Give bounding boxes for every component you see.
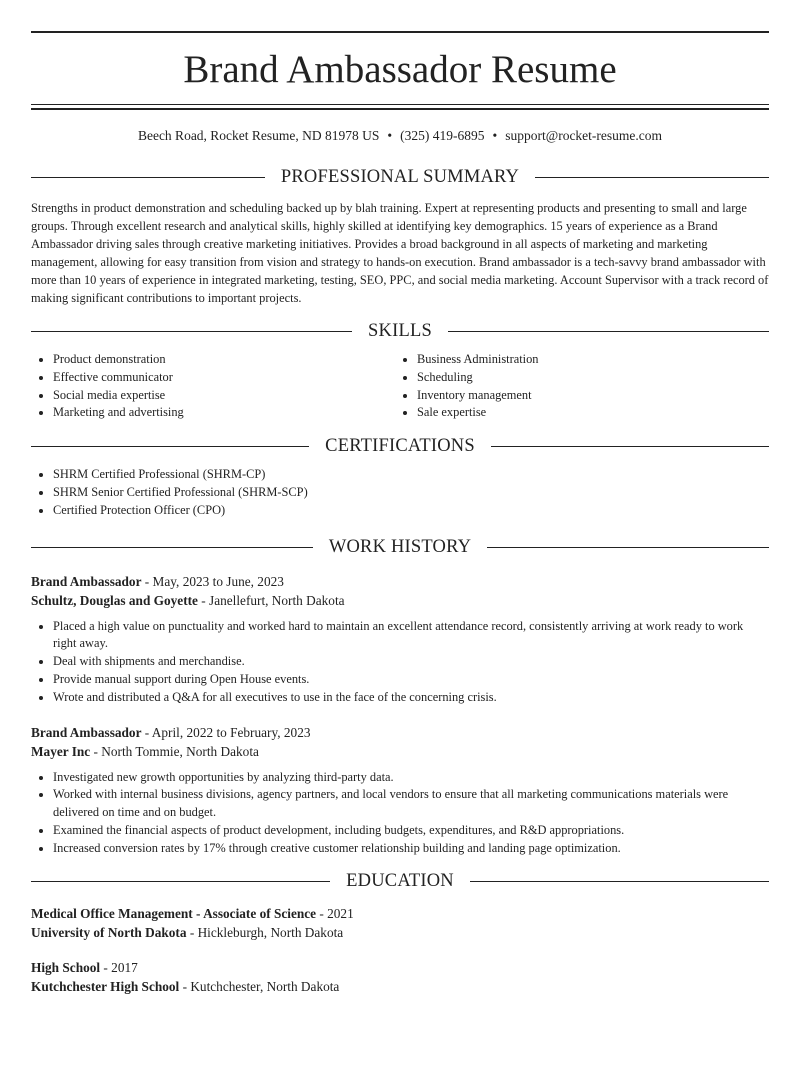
job-company-line [31, 591, 769, 610]
job-bullet: • Worked with internal business divisions, agency partners, and local vendors to ensure that all marketing communications materials were delivered on time and on budget. [53, 786, 769, 822]
title-double-rule [31, 104, 769, 110]
job-dates: - May, 2023 to June, 2023 [141, 573, 284, 589]
skill-item: • Social media expertise [53, 387, 395, 405]
section-title-certifications: CERTIFICATIONS [325, 435, 475, 456]
skills-column-right [395, 343, 759, 422]
education-school-line [31, 923, 769, 942]
job-bullet: • Placed a high value on punctuality and worked hard to maintain an excellent attendance record, consistently arriving at work ready to work right away. [53, 618, 769, 654]
divider [31, 547, 313, 548]
education-entry [31, 958, 769, 996]
skill-item: • Sale expertise [417, 404, 759, 422]
skill-item: • Marketing and advertising [53, 404, 395, 422]
job-bullet: • Deal with shipments and merchandise. [53, 653, 769, 671]
job-location: - North Tommie, North Dakota [90, 743, 259, 759]
education-entry [31, 904, 769, 942]
divider [470, 881, 769, 882]
contact-phone[interactable]: (325) 419-6895 [400, 128, 485, 143]
education-degree-line [31, 958, 769, 977]
top-rule [31, 31, 769, 33]
job-bullets [31, 618, 769, 707]
divider [31, 177, 265, 178]
education-school-line [31, 977, 769, 996]
education-year: - 2017 [100, 959, 138, 975]
section-title-education: EDUCATION [346, 871, 454, 892]
job-entry [31, 723, 769, 858]
certifications-list [31, 466, 769, 519]
education-school: University of North Dakota [31, 924, 187, 940]
education-degree: High School [31, 959, 101, 975]
education-degree-line [31, 904, 769, 923]
education-location: - Kutchchester, North Dakota [179, 978, 340, 994]
job-company: Mayer Inc [31, 743, 91, 759]
skill-item: • Business Administration [417, 351, 759, 369]
job-bullet: • Wrote and distributed a Q&A for all executives to use in the face of the concerning crisis. [53, 689, 769, 707]
education-year: - 2021 [316, 905, 354, 921]
divider [31, 881, 330, 882]
certification-item: • SHRM Certified Professional (SHRM-CP) [53, 466, 769, 484]
contact-line [31, 127, 769, 145]
section-title-work: WORK HISTORY [328, 537, 472, 558]
divider [448, 331, 769, 332]
page-title: Brand Ambassador Resume [183, 48, 617, 91]
job-bullet: • Provide manual support during Open House events. [53, 671, 769, 689]
certification-item: • Certified Protection Officer (CPO) [53, 502, 769, 520]
job-title: Brand Ambassador [31, 724, 142, 740]
education-location: - Hickleburgh, North Dakota [186, 924, 344, 940]
contact-email[interactable]: support@rocket-resume.com [505, 128, 663, 143]
skill-item: • Inventory management [417, 387, 759, 405]
skill-item: • Effective communicator [53, 369, 395, 387]
job-title-line [31, 572, 769, 591]
section-title-summary: PROFESSIONAL SUMMARY [280, 166, 520, 187]
section-header-summary [31, 165, 769, 189]
divider [31, 446, 309, 447]
section-title-skills: SKILLS [368, 320, 432, 341]
skill-item: • Product demonstration [53, 351, 395, 369]
job-title: Brand Ambassador [31, 573, 142, 589]
summary-text: Strengths in product demonstration and scheduling backed up by blah training. Expert at representing products and presenting to small and large groups. Through excellent research and analytical skills, highly skilled at identifying key demographics. 15 years of experience as a Brand Ambassador driving sales through creative marketing initiatives. Provides a broad background in all aspects of marketing and marketing management, allowing for easy transition from vision and strategy to hands-on execution. Brand ambassador is a tech-savvy brand ambassador with more than 10 years of experience in integrated marketing, testing, SEO, PPC, and social media marketing. Account Supervisor with a track record of making significant contributions to important projects. [31, 201, 769, 305]
job-title-line [31, 723, 769, 742]
job-company-line [31, 742, 769, 761]
divider [487, 547, 769, 548]
divider [491, 446, 769, 447]
job-bullets [31, 769, 769, 858]
section-header-skills [31, 319, 769, 343]
contact-address: Beech Road, Rocket Resume, ND 81978 US [137, 128, 380, 143]
contact-separator: • [492, 128, 498, 143]
resume-page [31, 31, 769, 996]
education-school: Kutchchester High School [31, 978, 180, 994]
skill-item: • Scheduling [417, 369, 759, 387]
certification-item: • SHRM Senior Certified Professional (SHRM-SCP) [53, 484, 769, 502]
education-degree: Medical Office Management - Associate of Science [31, 905, 317, 921]
section-header-work [31, 536, 769, 560]
contact-separator: • [387, 128, 393, 143]
job-dates: - April, 2022 to February, 2023 [141, 724, 311, 740]
job-bullet: • Examined the financial aspects of product development, including budgets, expenditures, and R&D appropriations. [53, 822, 769, 840]
job-bullet: • Increased conversion rates by 17% through creative customer relationship building and landing page optimization. [53, 840, 769, 858]
skills-grid [31, 343, 769, 422]
section-header-education [31, 870, 769, 894]
job-company: Schultz, Douglas and Goyette [31, 592, 198, 608]
job-location: - Janellefurt, North Dakota [197, 592, 345, 608]
job-bullet: • Investigated new growth opportunities by analyzing third-party data. [53, 769, 769, 787]
job-entry [31, 572, 769, 707]
section-header-certifications [31, 434, 769, 458]
divider [535, 177, 769, 178]
skills-column-left [31, 343, 395, 422]
divider [31, 331, 352, 332]
